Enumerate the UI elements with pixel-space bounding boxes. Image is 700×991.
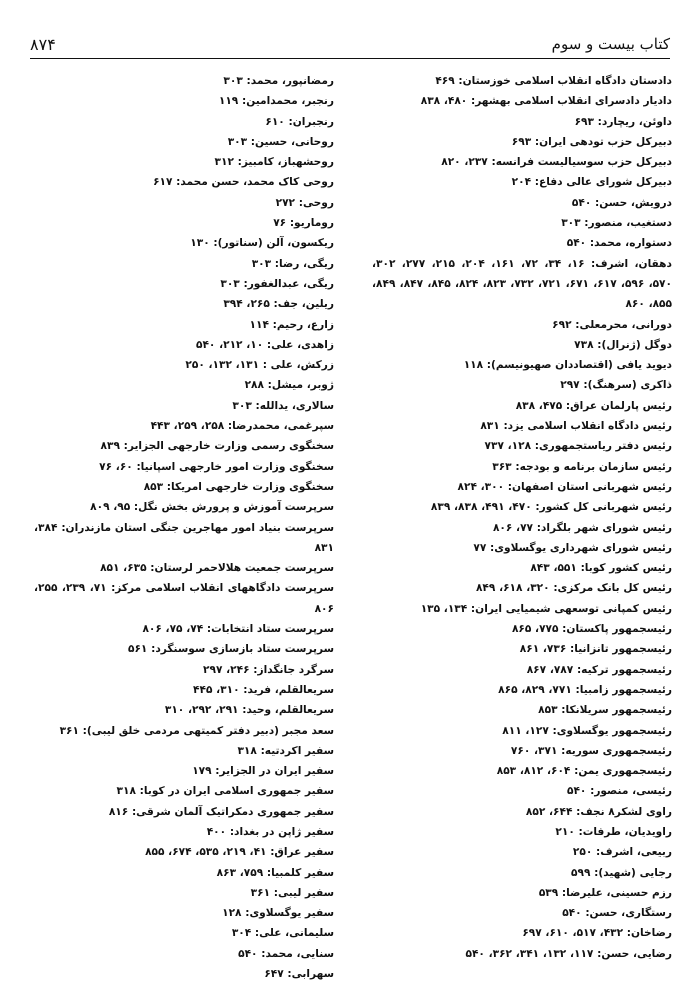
index-entry: سرپرست جمعیت هلالاحمر لرستان: ۶۳۵، ۸۵۱: [100, 562, 334, 575]
page-header: [30, 30, 670, 59]
index-entry: درویش، حسن: ۵۴۰: [571, 196, 672, 209]
index-entry: رئیسجمهور زامبیا: ۷۷۱، ۸۲۹، ۸۶۵: [498, 683, 672, 696]
index-entry: سفیر ژاپن در بغداد: ۴۰۰: [206, 825, 334, 838]
index-entry: رزم حسینی، علیرضا: ۵۳۹: [538, 886, 672, 899]
index-entry: رئیس شهربانی کل کشور: ۴۷۰، ۴۹۱، ۸۳۸، ۸۳۹: [430, 501, 672, 514]
index-entry: سرپرست دادگاههای انقلاب اسلامی مرکز: ۷۱، ۲۳۹، ۲۵۵، ۸۰۶: [34, 582, 334, 615]
index-entry: رئیسجمهوری یمن: ۶۰۴، ۸۱۲، ۸۵۳: [496, 765, 672, 778]
index-entry: سنایی، محمد: ۵۴۰: [238, 947, 334, 960]
index-entry: رضایی، حسن: ۱۱۷، ۱۳۲، ۳۴۱، ۳۶۲، ۵۴۰: [465, 947, 672, 960]
index-entry: سفیر کلمبیا: ۷۵۹، ۸۶۳: [216, 866, 334, 879]
index-entry: روحانی، حسین: ۳۰۳: [227, 135, 334, 148]
index-entry: دیوید یافی (اقتصاددان صهیونیسم): ۱۱۸: [463, 359, 672, 372]
index-entry: سفیر لیبی: ۳۶۱: [250, 886, 334, 899]
index-entry: سریعالقلم، وحید: ۲۹۱، ۲۹۲، ۳۱۰: [164, 704, 334, 717]
index-entry: دستغیب، منصور: ۳۰۳: [561, 217, 672, 230]
index-entry: ریکسون، آلن (سناتور): ۱۳۰: [190, 237, 334, 250]
index-entry: رستگاری، حسن: ۵۴۰: [562, 907, 672, 920]
index-entry: ریلین، جف: ۲۶۵، ۳۹۴: [223, 298, 334, 311]
index-entry: زاهدی، علی: ۱۰، ۲۱۲، ۵۴۰: [195, 338, 334, 351]
index-entry: رئیس شورای شهرداری یوگسلاوی: ۷۷: [473, 541, 672, 554]
index-entry: سرپرست بنیاد امور مهاجرین جنگی استان مازندران: ۳۸۴، ۸۳۱: [34, 521, 334, 554]
index-entry: دادستان دادگاه انقلاب اسلامی خوزستان: ۴۶۹: [435, 75, 672, 87]
index-entry: رئیسجمهوری سوریه: ۳۷۱، ۷۶۰: [510, 744, 672, 757]
index-entry: راوی لشکر۸ نجف: ۶۴۴، ۸۵۲: [525, 805, 672, 818]
index-entry: دبیرکل شورای عالی دفاع: ۲۰۴: [511, 176, 672, 189]
index-entry: سلیمانی، علی: ۳۰۴: [231, 927, 334, 940]
index-entry: ربیعی، اشرف: ۲۵۰: [572, 846, 672, 859]
index-entry: رئیس سازمان برنامه و بودجه: ۳۶۳: [492, 460, 672, 473]
index-entry: سعد مجبر (دبیر دفتر کمیتهی مردمی خلق لیبی): ۳۶۱: [59, 724, 334, 737]
index-entry: زرکش، علی : ۱۳۱، ۱۳۲، ۲۵۰: [185, 359, 334, 372]
index-entry: ذاکری (سرهنگ): ۲۹۷: [560, 379, 672, 392]
index-entry: رئیس دفتر ریاستجمهوری: ۱۲۸، ۷۳۷: [484, 440, 672, 453]
index-entry: سخنگوی وزارت امور خارجهی اسپانیا: ۶۰، ۷۶: [99, 460, 334, 473]
index-entry: سرگرد جانگداز: ۲۴۶، ۲۹۷: [203, 663, 334, 676]
index-column-right: [372, 71, 672, 964]
index-entry: سفیر یوگسلاوی: ۱۲۸: [222, 907, 334, 920]
index-entry: سرپرست ستاد انتخابات: ۷۴، ۷۵، ۸۰۶: [142, 623, 334, 636]
index-entry: سالاری، یدالله: ۳۰۳: [232, 399, 334, 412]
page-number: ۸۷۴: [30, 34, 56, 54]
index-column-left: [34, 71, 334, 984]
index-entry: راویدیان، طرفات: ۲۱۰: [555, 825, 672, 838]
index-entry: دستواره، محمد: ۵۴۰: [566, 237, 672, 250]
index-entry: سفیر جمهوری اسلامی ایران در کوبا: ۳۱۸: [116, 785, 334, 798]
index-entry: رئیس دادگاه انقلاب اسلامی یزد: ۸۳۱: [480, 420, 672, 433]
index-entry: رئیس شورای شهر بلگراد: ۷۷، ۸۰۶: [492, 521, 672, 534]
index-entry: رئیسجمهور پاکستان: ۷۷۵، ۸۶۵: [511, 623, 672, 636]
index-entry: سفیر عراق: ۴۱، ۲۱۹، ۵۳۵، ۶۷۴، ۸۵۵: [145, 846, 334, 859]
index-entry: رئیس پارلمان عراق: ۴۷۵، ۸۳۸: [515, 399, 672, 412]
index-entry: روحی کاک محمد، حسن محمد: ۶۱۷: [153, 176, 334, 189]
index-entry: سفیر جمهوری دمکراتیک آلمان شرقی: ۸۱۶: [108, 805, 334, 818]
index-entry: داوئن، ریچارد: ۶۹۳: [574, 115, 672, 128]
book-title: کتاب بیست و سوم: [551, 35, 670, 53]
index-entry: رئیس کل بانک مرکزی: ۳۲۰، ۶۱۸، ۸۴۹: [475, 582, 672, 595]
index-entry: سرپرست آموزش و پرورش بخش نگل: ۹۵، ۸۰۹: [90, 501, 334, 514]
index-entry: زارع، رحیم: ۱۱۴: [249, 318, 334, 331]
index-entry: رنجبر، محمدامین: ۱۱۹: [218, 95, 334, 108]
index-entry: سفیر ایران در الجزایر: ۱۷۹: [192, 765, 334, 778]
index-entry: رمضانپور، محمد: ۳۰۳: [223, 75, 334, 87]
index-entry: رجایی (شهید): ۵۹۹: [571, 866, 672, 879]
index-entry: ریگی، عبدالغفور: ۳۰۳: [220, 277, 334, 290]
index-entry: روحشهباز، کامبیز: ۳۱۲: [214, 156, 334, 169]
index-entry: دبیرکل حزب تودهی ایران: ۶۹۳: [511, 135, 672, 148]
index-entry: رئیسجمهور تانزانیا: ۷۳۶، ۸۶۱: [519, 643, 672, 656]
index-entry: روحی: ۲۷۲: [275, 196, 334, 209]
index-entry: سپرغمی، محمدرضا: ۲۵۸، ۲۵۹، ۴۴۳: [150, 420, 334, 433]
index-entry: سفیر اکردتیه: ۳۱۸: [237, 744, 334, 757]
index-entry: روماریو: ۷۶: [273, 217, 334, 230]
index-entry: رئیسی، منصور: ۵۴۰: [566, 785, 672, 798]
index-entry: رضاخان: ۴۳۲، ۵۱۷، ۶۱۰، ۶۹۷: [522, 927, 672, 940]
index-entry: ریگی، رضا: ۳۰۳: [251, 257, 334, 270]
index-entry: رنجبران: ۶۱۰: [265, 115, 334, 128]
index-entry: رئیسجمهور ترکیه: ۷۸۷، ۸۶۷: [526, 663, 672, 676]
index-entry: سریعالقلم، فرید: ۳۱۰، ۴۴۵: [193, 683, 334, 696]
index-entry: سخنگوی وزارت خارجهی امریکا: ۸۵۳: [143, 480, 334, 493]
index-entry: دبیرکل حزب سوسیالیست فرانسه: ۲۳۷، ۸۲۰: [441, 156, 672, 169]
index-entry: دهقان، اشرف: ۱۶، ۳۴، ۷۲، ۱۶۱، ۲۰۴، ۲۱۵، ۲۷۷، ۳۰۲، ۵۷۰، ۵۹۶، ۶۱۷، ۶۷۱، ۷۲۱، ۷۳۲، ۸۲۳، ۸۲۴، ۸۴۵، ۸۴۷، ۸۴۹، ۸۵۵، ۸۶۰: [372, 257, 672, 311]
index-entry: دادیار دادسرای انقلاب اسلامی بهشهر: ۴۸۰، ۸۳۸: [420, 95, 672, 108]
index-entry: رئیسجمهور یوگسلاوی: ۱۲۷، ۸۱۱: [502, 724, 672, 737]
index-entry: رئیس شهربانی استان اصفهان: ۳۰۰، ۸۲۴: [457, 480, 672, 493]
index-entry: دوگل (ژنرال): ۷۳۸: [574, 338, 672, 351]
index-entry: سخنگوی رسمی وزارت خارجهی الجزایر: ۸۳۹: [100, 440, 334, 453]
index-entry: سرپرست ستاد بازسازی سوسنگرد: ۵۶۱: [127, 643, 334, 656]
index-entry: ژوبر، میشل: ۲۸۸: [244, 379, 334, 392]
index-entry: دورانی، محرمعلی: ۶۹۲: [552, 318, 672, 331]
index-entry: رئیس کشور کوبا: ۵۵۱، ۸۴۳: [530, 562, 672, 575]
index-entry: سهرابی: ۶۴۷: [264, 968, 334, 981]
index-entry: رئیسجمهور سریلانکا: ۸۵۳: [538, 704, 672, 717]
index-entry: رئیس کمپانی توسعهی شیمیایی ایران: ۱۳۴، ۱۳۵: [420, 602, 672, 615]
